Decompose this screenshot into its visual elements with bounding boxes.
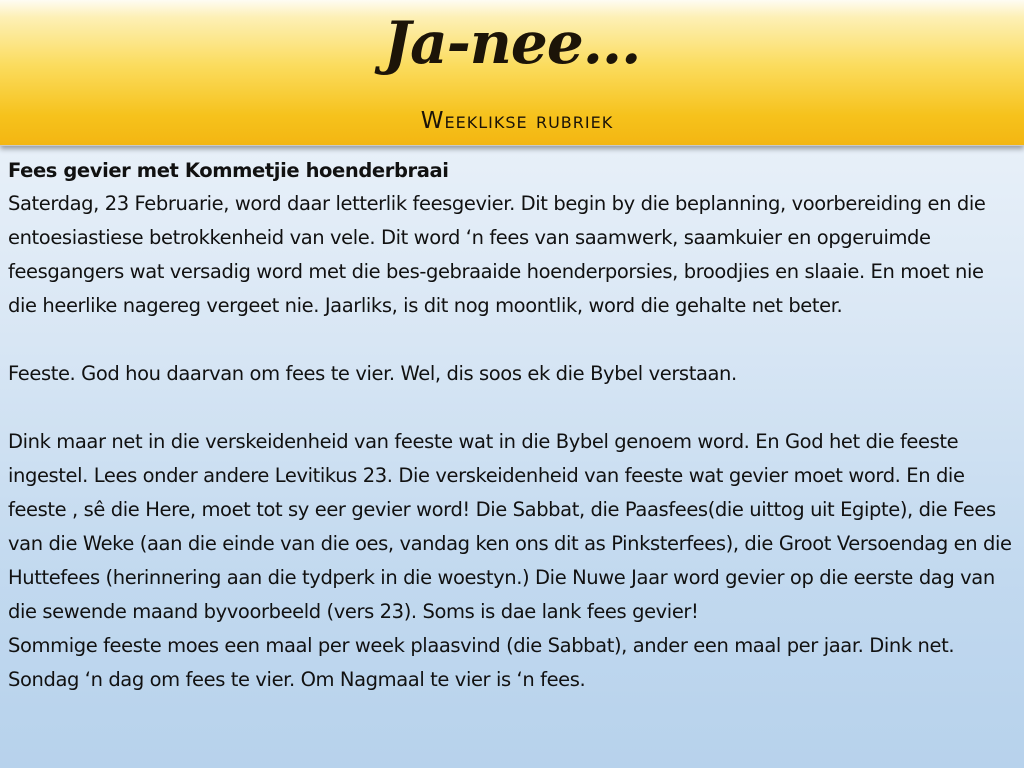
paragraph-sommige: Sommige feeste moes een maal per week plaasvind (die Sabbat), ander een maal per jaar. Dink net. Sondag ‘n dag om fees te vier. Om Nagmaal te vier is ‘n fees. (8, 634, 955, 691)
column-title: Ja-nee... (383, 9, 641, 77)
paragraph-verskeidenheid: Dink maar net in die verskeidenheid van feeste wat in die Bybel genoem word. En God het die feeste ingestel. Lees onder andere Levitikus 23. Die verskeidenheid van feeste wat gevier moet word. En die feeste , sê die Here, moet tot sy eer gevier word! Die Sabbat, die Paasfees(die uittog uit Egipte), die Fees van die Weke (aan die einde van die oes, vandag ken ons dit as Pinksterfees), die Groot Versoendag en die Huttefees (herinnering aan die tydperk in die woestyn.) Die Nuwe Jaar word gevier op die eerste dag van die sewende maand byvoorbeeld (vers 23). Soms is dae lank fees gevier! (8, 430, 1012, 623)
paragraph-intro: Saterdag, 23 Februarie, word daar letterlik feesgevier. Dit begin by die beplanning, voorbereiding en die entoesiastiese betrokkenheid van vele. Dit word ‘n fees van saamwerk, saamkuier en opgeruimde feesgangers wat versadig word met die bes-gebraaide hoenderporsies, broodjies en slaaie. En moet nie die heerlike nagereg vergeet nie. Jaarliks, is dit nog moontlik, word die gehalte net beter. (8, 192, 986, 317)
paragraph-spacer (8, 391, 1014, 425)
article-title: Fees gevier met Kommetjie hoenderbraai (8, 159, 449, 182)
paragraph-feeste: Feeste. God hou daarvan om fees te vier. Wel, dis soos ek die Bybel verstaan. (8, 362, 737, 385)
column-subtitle: Weeklikse rubriek (420, 108, 614, 134)
paragraph-spacer (8, 323, 1014, 357)
header-banner (0, 0, 1024, 146)
article-body (8, 155, 1014, 697)
